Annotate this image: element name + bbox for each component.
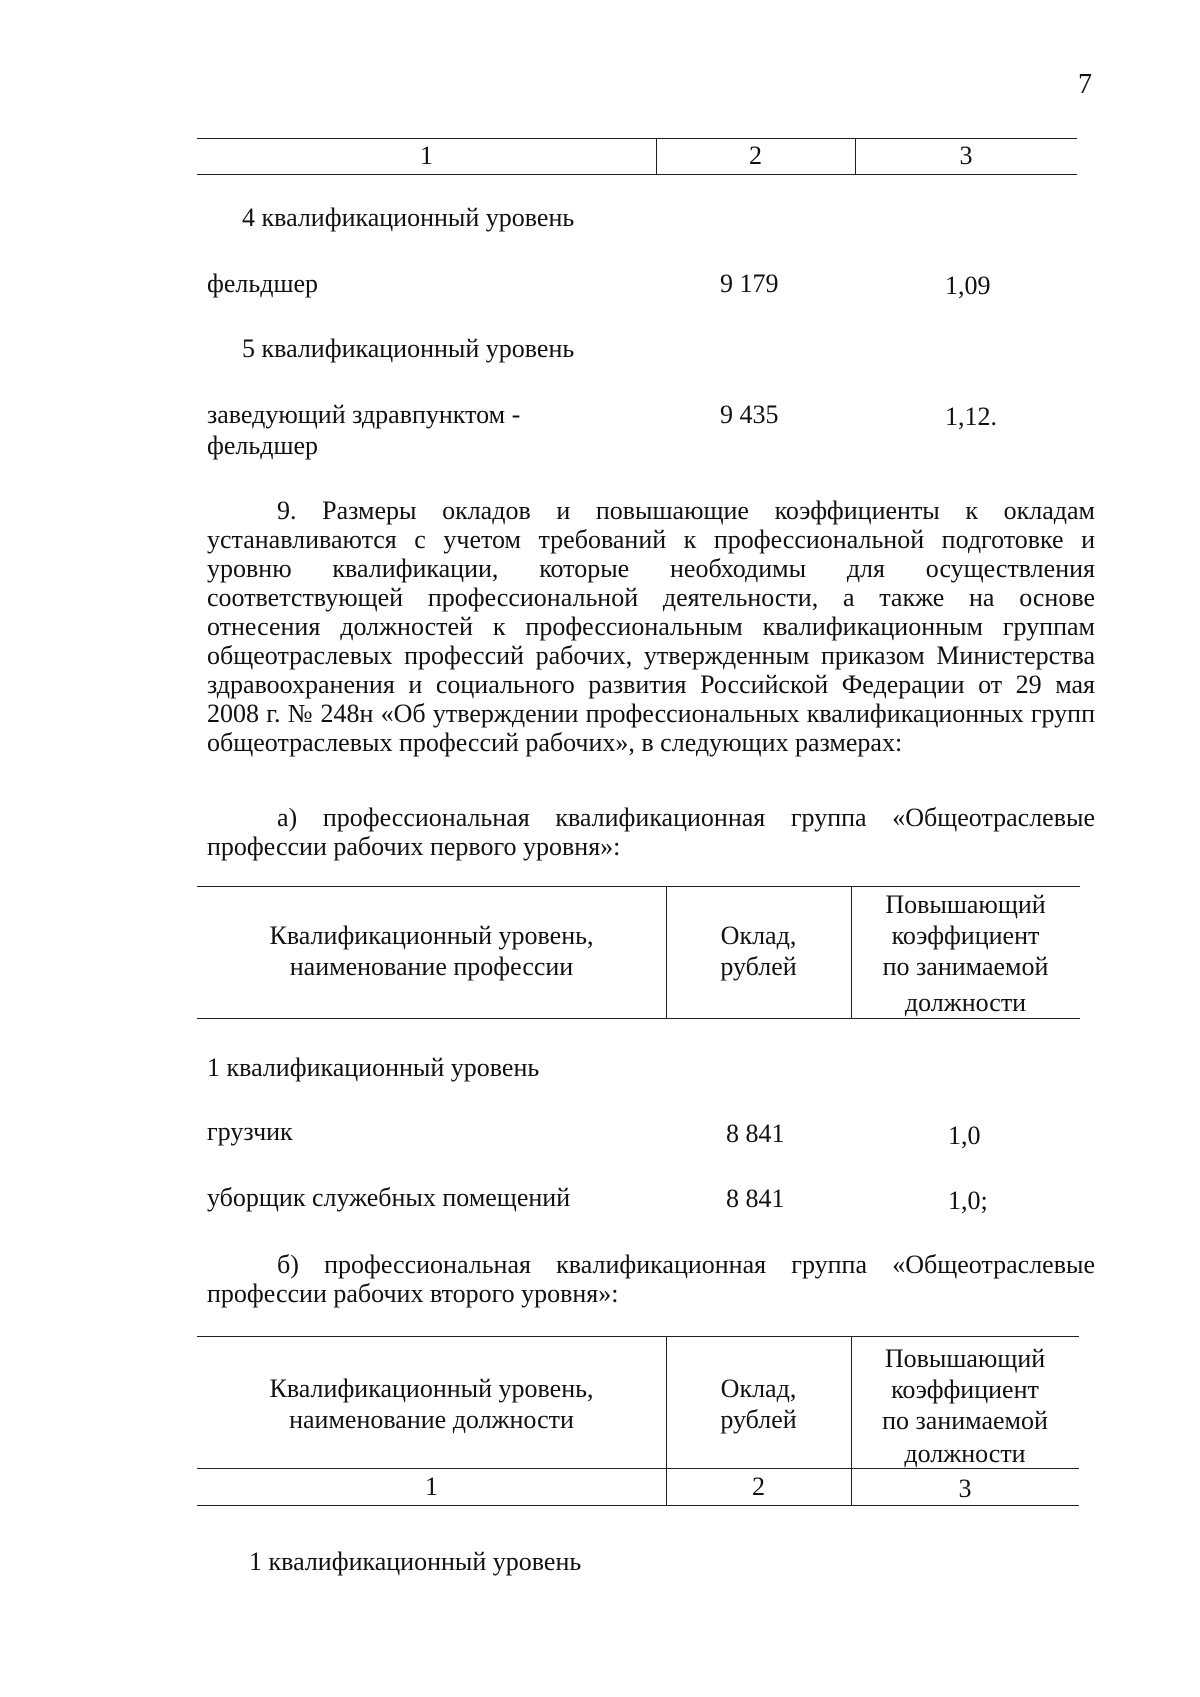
column-number-3: 3 bbox=[959, 141, 973, 170]
column-header-qualification: Квалификационный уровень, bbox=[269, 921, 594, 950]
column-header-salary: Оклад, bbox=[720, 921, 797, 950]
level-heading: 1 квалификационный уровень bbox=[207, 1053, 540, 1082]
profession-name: уборщик служебных помещений bbox=[207, 1183, 571, 1212]
coefficient-value: 1,0; bbox=[948, 1186, 988, 1215]
salary-value: 8 841 bbox=[726, 1184, 785, 1213]
paragraph-9 bbox=[207, 496, 1095, 757]
column-number-2: 2 bbox=[749, 141, 762, 170]
section-b-intro: б) профессиональная квалификационная группа «Общеотраслевые профессии рабочих второго уровня»: bbox=[207, 1250, 1095, 1308]
column-header-salary-line2: рублей bbox=[720, 1405, 797, 1434]
salary-value: 9 179 bbox=[720, 269, 779, 298]
level-heading: 5 квалификационный уровень bbox=[242, 334, 575, 363]
column-header-coefficient-line2: коэффициент bbox=[891, 1375, 1039, 1404]
position-name: заведующий здравпунктом - bbox=[207, 400, 521, 429]
profession-name: грузчик bbox=[207, 1117, 293, 1146]
paragraph-9-text: 9. Размеры окладов и повышающие коэффициенты к окладам устанавливаются с учетом требований к профессиональной подготовке и уровню квалификации, которые необходимы для осуществления соответствующей профессиональной деятельности, а также на основе отнесения должностей к профессиональным квалификационным группам общеотраслевых профессий рабочих, утвержденным приказом Министерства здравоохранения и социального развития Российской Федерации от 29 мая 2008 г. № 248н «Об утверждении профессиональных квалификационных групп общеотраслевых профессий рабочих», в следующих размерах: bbox=[207, 496, 1095, 757]
column-header-coefficient: Повышающий bbox=[885, 890, 1046, 919]
column-header-salary-line2: рублей bbox=[720, 952, 797, 981]
section-a-intro: а) профессиональная квалификационная группа «Общеотраслевые профессии рабочих первого уровня»: bbox=[207, 803, 1095, 861]
column-number-1: 1 bbox=[420, 141, 433, 170]
page-number: 7 bbox=[1078, 69, 1092, 100]
column-number-1: 1 bbox=[425, 1472, 438, 1501]
column-header-coefficient-line2: коэффициент bbox=[891, 921, 1040, 950]
column-header-coefficient-line4: должности bbox=[904, 1439, 1026, 1468]
level-heading: 1 квалификационный уровень bbox=[249, 1547, 582, 1576]
column-header-qualification: Квалификационный уровень, bbox=[269, 1374, 594, 1403]
position-name-continued: фельдшер bbox=[207, 431, 319, 460]
column-number-2: 2 bbox=[752, 1472, 765, 1501]
coefficient-value: 1,0 bbox=[948, 1121, 981, 1150]
coefficient-value: 1,09 bbox=[945, 271, 991, 300]
salary-value: 9 435 bbox=[720, 400, 779, 429]
position-name: фельдшер bbox=[207, 269, 319, 298]
salary-value: 8 841 bbox=[726, 1119, 785, 1148]
column-header-coefficient-line3: по занимаемой bbox=[882, 952, 1049, 981]
column-header-coefficient-line4: должности bbox=[904, 988, 1027, 1017]
column-header-qualification-line2: наименование должности bbox=[289, 1405, 574, 1434]
column-header-salary: Оклад, bbox=[720, 1374, 797, 1403]
column-number-3: 3 bbox=[958, 1474, 972, 1503]
column-header-qualification-line2: наименование профессии bbox=[289, 952, 574, 981]
column-header-coefficient-line3: по занимаемой bbox=[882, 1406, 1048, 1435]
column-header-coefficient: Повышающий bbox=[884, 1344, 1046, 1373]
level-heading: 4 квалификационный уровень bbox=[242, 203, 575, 232]
coefficient-value: 1,12. bbox=[945, 402, 997, 431]
